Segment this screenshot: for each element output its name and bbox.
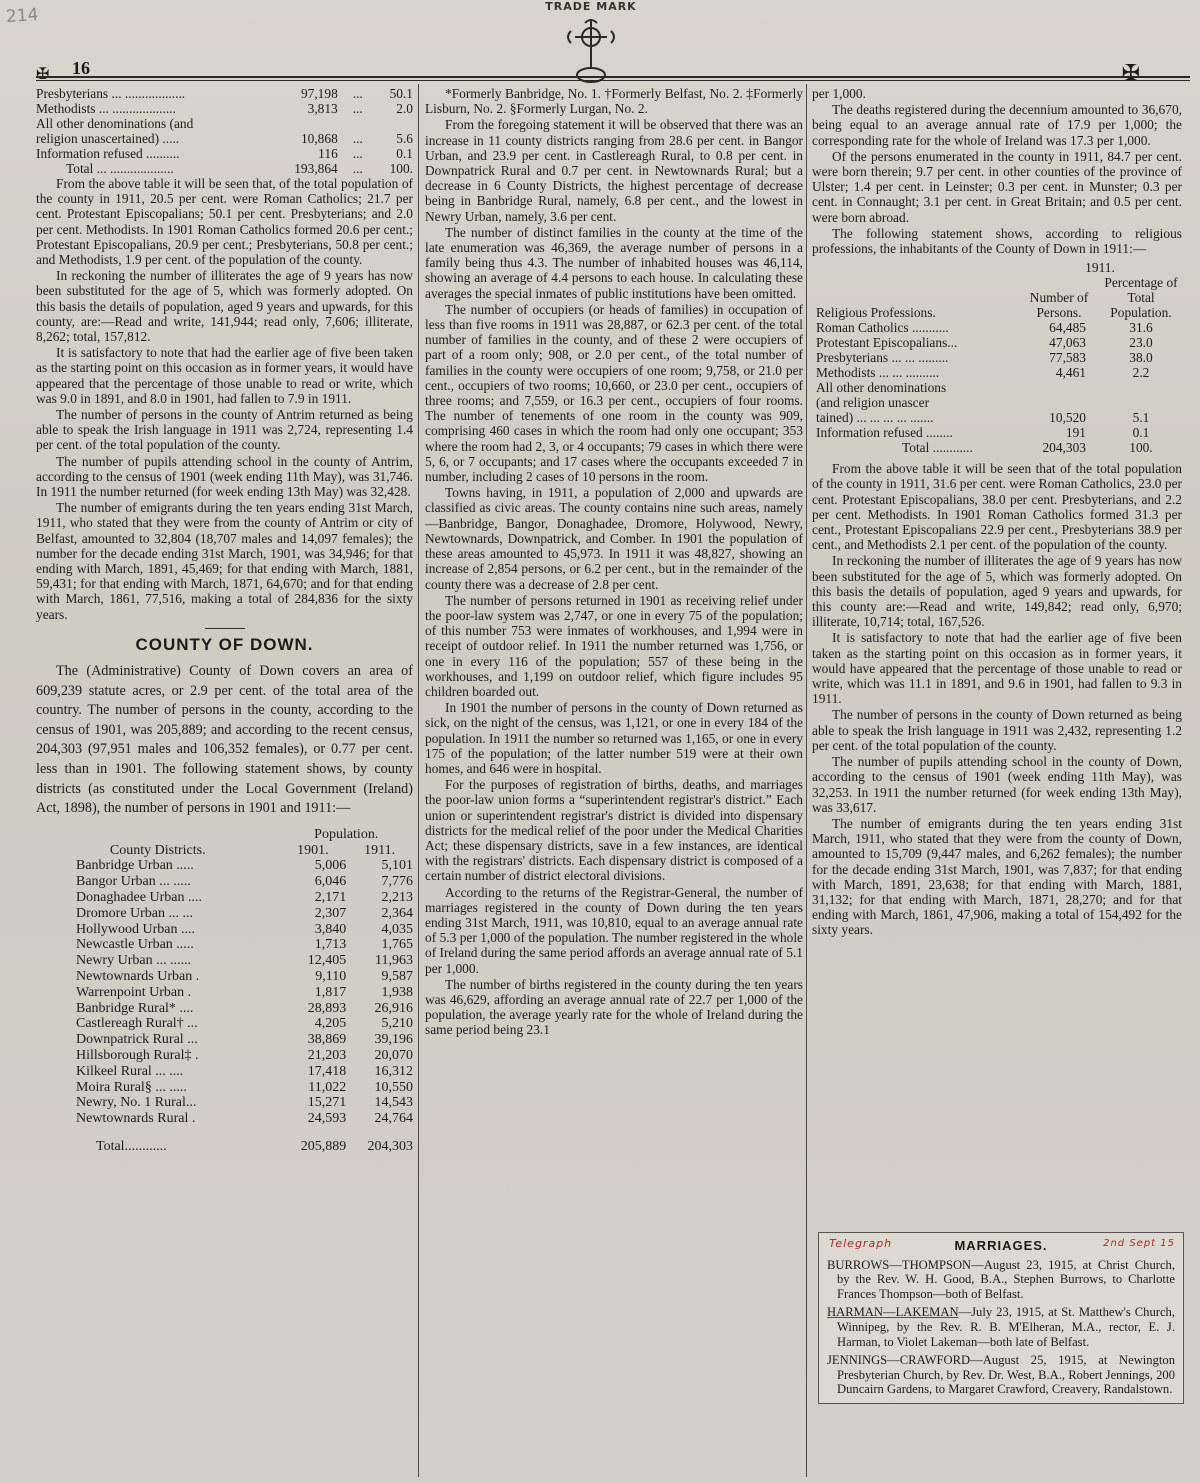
- row-number: 97,198: [300, 86, 338, 101]
- paragraph: In reckoning the number of illiterates the age of 9 years has now been substituted for the age of 5, which was formerly adopted. On this basis the details of population, aged 9 years and upwards, for this county are:—Read and write, 149,842; read only, 6,970; illiterate, 10,714; total, 167,526.: [812, 553, 1182, 630]
- district-name: Hollywood Urban ....: [76, 921, 195, 937]
- population-1911: 2,364: [381, 905, 413, 921]
- section-divider: [205, 628, 245, 629]
- population-1901: 9,110: [315, 969, 347, 985]
- percentage-value: [1100, 380, 1182, 395]
- row-percent: 5.6: [396, 131, 413, 146]
- marriage-names: BURROWS—THOMPSON: [827, 1257, 972, 1272]
- district-name: Newry, No. 1 Rural...: [76, 1095, 197, 1111]
- district-name: Warrenpoint Urban .: [76, 984, 192, 1000]
- table-row: [36, 985, 413, 1001]
- persons-number: 4,461: [1055, 365, 1086, 381]
- marriage-entry: [827, 1353, 1175, 1397]
- table-row: [36, 890, 413, 906]
- year-1911-header: 1911.: [364, 842, 396, 858]
- persons-number: [1018, 380, 1100, 395]
- population-1911: 1,765: [381, 937, 413, 953]
- profession-name: Roman Catholics ...........: [816, 320, 949, 336]
- trademark-emblem: [536, 0, 646, 85]
- total-sep: ...: [352, 161, 363, 176]
- population-1911: 20,070: [374, 1048, 413, 1063]
- total-value: 204,303: [1042, 440, 1086, 456]
- population-1901: 5,006: [314, 858, 347, 874]
- persons-number: 64,485: [1049, 320, 1086, 336]
- percentage-value: 23.0: [1129, 335, 1153, 351]
- persons-number: [1018, 395, 1100, 410]
- district-name: Dromore Urban ... ...: [76, 905, 194, 921]
- paragraph: The number of pupils attending school in the county of Down, according to the census of 1901 (week ending 11th May), was 32,253. In 1911 the number returned (for week ending 13th May), was 33,617.: [812, 754, 1182, 815]
- handwritten-source-note: Telegraph: [829, 1237, 893, 1250]
- population-1911: 26,916: [374, 1000, 413, 1016]
- table-row: [36, 874, 413, 890]
- row-percent: 50.1: [389, 86, 413, 101]
- district-name: Newry Urban ... ......: [76, 953, 192, 969]
- profession-name: Methodists ... ... ..........: [816, 365, 940, 381]
- district-name: Moira Rural§ ... .....: [76, 1079, 187, 1095]
- profession-name: Protestant Episcopalians...: [816, 335, 958, 351]
- table-row: [36, 1095, 413, 1111]
- population-group-header: Population.: [314, 826, 379, 842]
- table-row: [36, 86, 413, 101]
- population-1901: 15,271: [307, 1095, 347, 1111]
- district-population-table: [36, 827, 413, 1155]
- row-sep: ...: [352, 146, 363, 161]
- ornament-right-icon: ✠: [1121, 60, 1140, 85]
- row-number: [272, 116, 337, 131]
- table-header-row: [812, 260, 1182, 275]
- handwritten-date-note: 2nd Sept 15: [1103, 1238, 1175, 1249]
- col1-body-text: [36, 176, 413, 622]
- paragraph: The number of persons returned in 1901 as receiving relief under the poor-law system was 2,747, or one in every 75 of the population; of this number 753 were inmates of workhouses, and 1,994 were in receipt of outdoor relief. In 1911 the number returned was 1,756, or one in every 116 of the population; 557 of these being in the workhouses, and 1,199 on outdoor relief, which figure includes 95 children boarded out.: [425, 592, 803, 699]
- population-1901: 3,840: [314, 921, 347, 937]
- table-row: [812, 395, 1182, 410]
- marriage-details: —July 23, 1915, at St. Matthew's Church, Winnipeg, by the Rev. R. B. M'Elheran, M.A., rector, E. J. Harman, to Violet Lakeman—both late of Belfast.: [837, 1305, 1175, 1349]
- marriages-heading: MARRIAGES.: [954, 1238, 1048, 1253]
- column-1: [36, 86, 413, 1155]
- marriage-names: JENNINGS—CRAWFORD: [827, 1353, 971, 1368]
- population-1911: 5,101: [381, 858, 413, 874]
- table-row: [812, 320, 1182, 335]
- marriage-details: —August 23, 1915, at Christ Church, by the Rev. W. H. Good, B.A., Stephen Burrows, to Charlotte Frances Thompson—both of Belfast.: [837, 1257, 1175, 1301]
- col2-body-text: [425, 86, 803, 1038]
- total-1901: 205,889: [300, 1138, 347, 1154]
- total-1911: 204,303: [367, 1138, 413, 1154]
- row-percent: [378, 116, 413, 131]
- trademark-text: TRADE MARK: [545, 0, 637, 13]
- table-total-row: [36, 1127, 413, 1155]
- paragraph: In 1901 the number of persons in the county of Down returned as sick, on the night of the census, was 1,121, or one in every 184 of the population. In 1911 the number so returned was 1,165, or one in every 175 of the population; of the latter number 519 were at their own homes, and 646 were in hospital.: [425, 700, 803, 776]
- district-name: Newtownards Urban .: [76, 969, 200, 985]
- profession-name: Information refused ........: [816, 425, 953, 441]
- table-row: [36, 116, 413, 131]
- population-1911: 5,210: [381, 1016, 413, 1032]
- table-row: [36, 1080, 413, 1096]
- district-name: Downpatrick Rural ...: [76, 1032, 198, 1048]
- district-name: Hillsborough Rural‡ .: [76, 1048, 199, 1063]
- percentage-value: 31.6: [1129, 320, 1153, 336]
- row-percent: 0.1: [396, 146, 413, 161]
- table-row: [36, 1001, 413, 1017]
- down-intro: [36, 662, 413, 819]
- table-row: [812, 410, 1182, 425]
- profession-name: All other denominations: [816, 380, 947, 396]
- paragraph: Of the persons enumerated in the county in 1911, 84.7 per cent. were born therein; 9.7 per cent. in other counties of the province of Ulster; 1.4 per cent. in Leinster; 0.3 per cent. in Munster; 0.3 per cent. in Connaught; 3.1 per cent. in Great Britain; and 0.5 per cent. were born abroad.: [812, 148, 1182, 225]
- row-sep: ...: [352, 101, 363, 116]
- percentage-value: 38.0: [1129, 350, 1153, 366]
- column-divider: [806, 84, 807, 1477]
- persons-number: 77,583: [1049, 350, 1086, 366]
- page-number: 16: [72, 58, 90, 78]
- year-1901-header: 1901.: [297, 842, 329, 858]
- total-label: Total ............: [902, 440, 973, 456]
- population-1901: 11,022: [308, 1079, 347, 1095]
- ornament-left-icon: ✠: [36, 66, 50, 83]
- number-column-header: Number of Persons.: [1029, 290, 1089, 321]
- row-label: Information refused ..........: [36, 146, 180, 161]
- population-1911: 16,312: [374, 1063, 413, 1079]
- district-name: Banbridge Rural* ....: [76, 1000, 194, 1016]
- paragraph: The number of occupiers (or heads of families) in occupation of less than five rooms in 1911 was 28,887, or 62.3 per cent. of the total number of families in the county, and of these 2 were occupiers of part of a room only; 908, or 2.0 per cent., of the total number of families in the county were occupiers of one room; 9,758, or 21.0 per cent., occupiers of two rooms; 10,660, or 23.0 per cent., occupiers of three rooms; and 7,559, or 16.3 per cent., occupiers of four rooms. The number of tenements of one room in the county was 909, comprising 460 cases in which the room had only one occupant; 353 where the room had 2, 3, or 4 occupants; 79 cases in which there were 5, 6, or 7 occupants; and 17 cases where the occupants exceeded 7 in number, including 2 cases of 10 persons in the room.: [425, 301, 803, 485]
- year-header: 1911.: [1085, 260, 1115, 276]
- total-label: Total............: [96, 1138, 167, 1154]
- paragraph: It is satisfactory to note that had the earlier age of five been taken as the starting point on this occasion as in former years, it would have appeared that the percentage of those unable to read or write, which was 9.0 in 1891, and 8.0 in 1901, had fallen to 7.9 in 1911.: [36, 345, 413, 406]
- table-row: [36, 1064, 413, 1080]
- down-intro-paragraph: The (Administrative) County of Down covers an area of 609,239 statute acres, or 2.9 per cent. of the total area of the country. The number of persons in the county, according to the census of 1901, was 205,889; and according to the recent census, 204,303 (97,951 males and 106,352 females), or 0.77 per cent. less than in 1901. The following statement shows, by county districts (as constituted under the Local Government (Ireland) Act, 1898), the number of persons in 1901 and 1911:—: [36, 663, 413, 817]
- paragraph: The number of births registered in the county during the ten years was 46,629, affording an average annual rate of 22.7 per 1,000 of the population, the average yearly rate for the whole of Ireland during the same period being 23.1: [425, 976, 803, 1038]
- paragraph: From the foregoing statement it will be observed that there was an increase in 11 county districts ranging from 28.6 per cent. in Bangor Urban, and 23.9 per cent. in Castlereagh Rural, to 0.8 per cent. in Downpatrick Rural and 0.7 per cent. in Newtownards Rural; but a decrease in 6 County Districts, the highest percentage of decrease being in Banbridge Rural, namely, 6.8 per cent., and the lowest in Newry Urban, namely, 3.6 per cent.: [425, 117, 803, 224]
- marriage-entry: [827, 1305, 1175, 1349]
- total-value: 193,864: [294, 161, 338, 176]
- table-row: [36, 1048, 413, 1064]
- paragraph: The number of distinct families in the county at the time of the late enumeration was 46,369, the average number of persons in a family being thus 4.3. The number of inhabited houses was 46,114, showing an average of 4.4 persons to each house. In calculating these averages the special inmates of public institutions have been omitted.: [425, 224, 803, 301]
- column-divider: [418, 84, 419, 1477]
- row-percent: 2.0: [396, 101, 413, 116]
- population-1901: 2,171: [314, 890, 347, 906]
- paragraph: The deaths registered during the decennium amounted to 36,670, being equal to an average annual rate of 17.9 per 1,000; the corresponding rate for the whole of Ireland was 17.3 per 1,000.: [812, 102, 1182, 148]
- column-3: [812, 86, 1182, 939]
- table-row: [36, 101, 413, 116]
- district-name: Bangor Urban ... .....: [76, 874, 191, 890]
- table-row: [812, 335, 1182, 350]
- row-label: Methodists ... ...................: [36, 101, 176, 116]
- table-row: [36, 937, 413, 953]
- top-rule-thin: [36, 80, 1190, 81]
- population-1911: 1,938: [381, 984, 413, 1000]
- population-1901: 4,205: [314, 1016, 347, 1032]
- table-row: [36, 146, 413, 161]
- population-1901: 6,046: [314, 874, 347, 890]
- persons-number: 10,520: [1049, 410, 1086, 426]
- district-name: Newtownards Rural .: [76, 1111, 196, 1127]
- table-row: [36, 1016, 413, 1032]
- percentage-value: 0.1: [1132, 425, 1150, 441]
- population-1911: 11,963: [375, 953, 413, 969]
- paragraph: In reckoning the number of illiterates the age of 9 years has now been substituted for the age of 5, which was formerly adopted. On this basis the details of population, aged 9 years and upwards, for this county, are:—Read and write, 141,944; read only, 7,606; illiterate, 8,262; total, 157,812.: [36, 268, 413, 345]
- population-1911: 24,764: [374, 1111, 413, 1127]
- row-number: 3,813: [307, 101, 338, 116]
- row-number: 116: [318, 146, 338, 161]
- table-row: [36, 922, 413, 938]
- antrim-religion-table: [36, 86, 413, 176]
- profession-name: (and religion unascer: [816, 395, 930, 411]
- population-1901: 1,817: [314, 984, 347, 1000]
- district-name: Banbridge Urban .....: [76, 858, 194, 874]
- population-1901: 21,203: [307, 1048, 347, 1063]
- persons-number: 47,063: [1049, 335, 1086, 351]
- row-label: Presbyterians ... ..................: [36, 86, 186, 101]
- table-row: [36, 858, 413, 874]
- marriage-names: HARMAN—LAKEMAN: [827, 1305, 959, 1320]
- table-row: [36, 131, 413, 146]
- county-of-down-heading: COUNTY OF DOWN.: [135, 634, 314, 654]
- population-1911: 9,587: [381, 969, 413, 985]
- population-1901: 38,869: [307, 1032, 347, 1048]
- marriage-entry: [827, 1258, 1175, 1302]
- table-total-row: [812, 440, 1182, 455]
- population-1901: 28,893: [307, 1000, 347, 1016]
- marriages-clipping: [818, 1232, 1184, 1404]
- profession-name: tained) ... ... ... ... .......: [816, 410, 934, 426]
- total-pct: 100.: [389, 161, 413, 176]
- population-1911: 10,550: [374, 1079, 413, 1095]
- table-row: [36, 969, 413, 985]
- celtic-cross-icon: [561, 15, 621, 85]
- top-rule: [36, 76, 1190, 78]
- paragraph: For the purposes of registration of births, deaths, and marriages the poor-law union forms a “superintendent registrar's district.” Each union or superintendent registrar's district is divided into dispensary districts for the medical relief of the poor under the Medical Charities Act; these dispensary districts, save in a few instances, are identical with the registrars' districts. Each dispensary district is composed of a certain number of district electoral divisions.: [425, 777, 803, 884]
- profession-name: Presbyterians ... ... .........: [816, 350, 949, 366]
- district-name: Newcastle Urban .....: [76, 937, 194, 953]
- paragraph: The number of persons in the county of Antrim returned as being able to speak the Irish language in 1911 was 2,724, representing 1.4 per cent. of the total population of the county.: [36, 407, 413, 453]
- table-row: [812, 365, 1182, 380]
- total-label: Total ... ...................: [66, 161, 174, 176]
- table-row: [812, 380, 1182, 395]
- table-row: [36, 1032, 413, 1048]
- row-number: 10,868: [300, 131, 338, 146]
- marriage-entries: [827, 1258, 1175, 1397]
- persons-number: 191: [1065, 425, 1086, 441]
- table-row: [36, 1111, 413, 1127]
- table-header-row: [812, 275, 1182, 320]
- percentage-value: 2.2: [1132, 365, 1150, 381]
- professions-column-header: Religious Professions.: [816, 305, 936, 321]
- row-sep: [338, 116, 378, 131]
- districts-column-header: County Districts.: [109, 842, 206, 858]
- row-sep: ...: [352, 131, 363, 146]
- table-header-row: [36, 827, 413, 843]
- paragraph: The number of persons in the county of Down returned as being able to speak the Irish language in 1911 was 2,432, representing 1.2 per cent. of the total population of the county.: [812, 707, 1182, 753]
- district-name: Castlereagh Rural† ...: [76, 1016, 198, 1032]
- table-row: [812, 425, 1182, 440]
- table-total-row: [36, 161, 413, 176]
- row-sep: ...: [352, 86, 363, 101]
- population-1901: 12,405: [307, 953, 347, 969]
- paragraph: From the above table it will be seen that of the total population of the county in 1911, 31.6 per cent. were Roman Catholics, 23.0 per cent. Protestant Episcopalians, 38.0 per cent. Presbyterians, and 2.2 per cent. Methodists. In 1901 Roman Catholics formed 31.3 per cent., Protestant Episcopalians 22.9 per cent., Presbyterians 38.9 per cent., and Methodists 2.1 per cent. of the population of the county.: [812, 461, 1182, 553]
- paragraph: It is satisfactory to note that had the earlier age of five been taken as the starting point on this occasion as in former years, it would have appeared that the percentage of those unable to read or write, which was 11.1 in 1891, and 9.6 in 1901, had fallen to 9.3 in 1911.: [812, 630, 1182, 707]
- table-header-row: [36, 843, 413, 859]
- row-label: All other denominations (and: [36, 116, 194, 131]
- column-2: [425, 86, 803, 1039]
- paragraph: per 1,000.: [812, 86, 866, 101]
- population-1901: 2,307: [314, 905, 347, 921]
- population-1901: 17,418: [307, 1063, 347, 1079]
- percentage-value: [1100, 395, 1182, 410]
- col3-body-text-top: [812, 86, 1182, 256]
- down-religion-table: [812, 260, 1182, 455]
- paragraph: According to the returns of the Registrar-General, the number of marriages registered in the county of Down during the ten years ending 31st March, 1911, was 10,810, equal to an average annual rate of 5.3 per 1,000 of the population. The number registered in the whole of Ireland during the same period affords an average annual rate of 5.1 per 1,000.: [425, 884, 803, 976]
- percentage-column-header: Percentage of Total Population.: [1104, 275, 1178, 321]
- district-name: Donaghadee Urban ....: [76, 890, 202, 906]
- paragraph: The number of pupils attending school in the county of Antrim, according to the census of 1901 (week ending 11th May), was 31,746. In 1911 the number returned (for week ending 13th May) was 32,428.: [36, 453, 413, 500]
- population-1911: 14,543: [374, 1095, 413, 1111]
- paragraph: The number of emigrants during the ten years ending 31st March, 1911, who stated that they were from the county of Antrim or city of Belfast, amounted to 32,804 (18,707 males and 14,097 females); the number for the decade ending 31st March, 1901, was 34,946; for that ending with March, 1891, 45,469; for that ending with March, 1881, 59,431; for that ending with March, 1871, 64,670; and for that ending with March, 1861, 77,516, making a total of 284,836 for the sixty years.: [36, 500, 413, 622]
- col3-body-text-bottom: [812, 461, 1182, 937]
- table-row: [812, 350, 1182, 365]
- marriage-details: —August 25, 1915, at Newington Presbyterian Church, by Rev. Dr. West, B.A., Robert Jennings, 200 Duncairn Gardens, to Margaret Crawford, Creavery, Randalstown.: [837, 1353, 1175, 1397]
- percentage-value: 5.1: [1132, 410, 1150, 426]
- footnote-paragraph: *Formerly Banbridge, No. 1. †Formerly Belfast, No. 2. ‡Formerly Lisburn, No. 2. §Formerly Lurgan, No. 2.: [425, 86, 803, 117]
- population-1911: 39,196: [374, 1032, 413, 1048]
- row-label: religion unascertained) .....: [36, 131, 180, 146]
- district-name: Kilkeel Rural ... ....: [76, 1063, 184, 1079]
- paragraph: From the above table it will be seen that, of the total population of the county in 1911, 20.5 per cent. were Roman Catholics; 21.7 per cent. Protestant Episcopalians; 50.1 per cent. Presbyterians; and 2.0 per cent. Methodists. In 1901 Roman Catholics formed 20.6 per cent.; Protestant Episcopalians, 20.9 per cent.; Presbyterians, 50.8 per cent.; and Methodists, 1.9 per cent. of the population of the county.: [36, 176, 413, 268]
- total-pct: 100.: [1129, 440, 1153, 456]
- table-row: [36, 906, 413, 922]
- paragraph: The number of emigrants during the ten years ending 31st March, 1911, who stated that they were from the county of Down, amounted to 15,709 (9,447 males, and 6,262 females); the number for the decade ending 31st March, 1901, was 7,837; for that ending with March, 1891, 23,638; for that ending with March, 1881, 31,132; for that ending with March, 1871, 28,270; and for that ending with March, 1861, 47,906, making a total of 154,492 for the sixty years.: [812, 815, 1182, 938]
- population-1901: 1,713: [314, 937, 347, 953]
- handwritten-page-number: 214: [5, 4, 40, 28]
- table-row: [36, 953, 413, 969]
- paragraph: Towns having, in 1911, a population of 2,000 and upwards are classified as civic areas. The county contains nine such areas, namely—Banbridge, Bangor, Donaghadee, Dromore, Holywood, Newry, Newtownards, Downpatrick, and Comber. In 1901 the population of these areas amounted to 45,973. In 1911 it was 48,827, showing an increase of 2,854 persons, or 6.2 per cent., but in the remainder of the county there was a decrease of 2.8 per cent.: [425, 485, 803, 592]
- paragraph: The following statement shows, according to religious professions, the inhabitants of the County of Down in 1911:—: [812, 225, 1182, 257]
- population-1911: 2,213: [381, 890, 413, 906]
- population-1911: 4,035: [381, 921, 413, 937]
- population-1901: 24,593: [307, 1111, 347, 1127]
- marriages-heading-row: [827, 1239, 1175, 1254]
- population-1911: 7,776: [381, 874, 413, 890]
